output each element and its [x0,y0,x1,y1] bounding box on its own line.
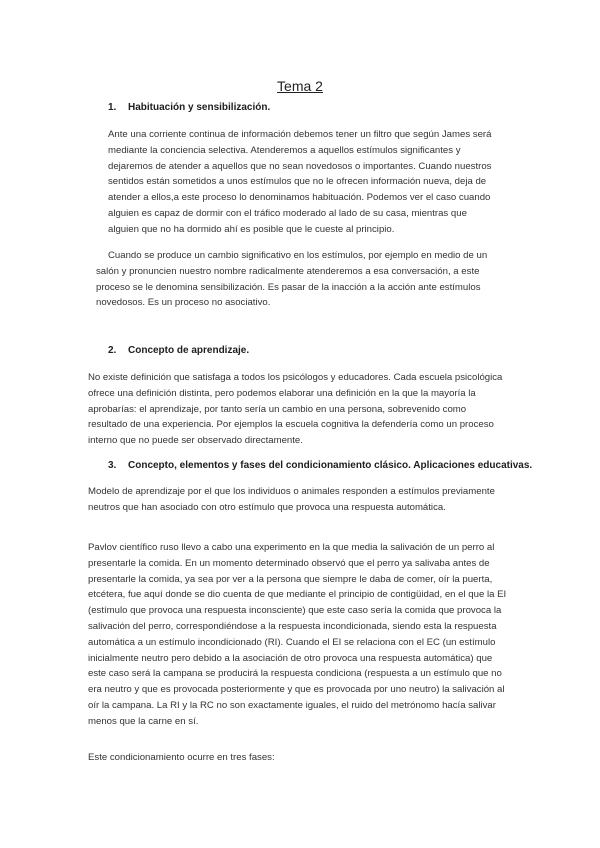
section-1-paragraph-1: Ante una corriente continua de información debemos tener un filtro que según James será mediante la conciencia selectiva. Atenderemos a aquellos estímulos significantes y dejaremos de atender a aquellos que no sean novedosos o importantes. Cuando nuestros sentidos están sometidos a unos estímulos que no le ofrecen información nueva, deja de atender a ellos,a este proceso lo denominamos habituación. Podemos ver el caso cuando alguien es capaz de dormir con el tráfico moderado al lado de su casa, mientras que alguien que no ha dormido ahí es posible que le cueste al principio. [108,129,492,235]
section-3-paragraph-2: Pavlov científico ruso llevo a cabo una experimento en la que media la salivación de un perro al presentarle la comida. En un momento determinado observó que el perro ya salivaba antes de presentarle la comida, ya sea por ver a la persona que siempre le daba de comer, oír la puerta, etcétera, fue aquí donde se dio cuenta de que mediante el principio de contigüidad, en el que la EI (estímulo que provoca una respuesta inconsciente) que este caso sería la comida que provoca la salivación del perro, correspondiéndose a la respuesta incondicionada, siendo esta la respuesta automática a un estímulo incondicionado (RI). Cuando el EI se relaciona con el EC (un estímulo inicialmente neutro pero debido a la asociación de otro provoca una respuesta automática) que este caso será la campana se producirá la respuesta condiciona (respuesta a un estímulo que no era neutro y que es provocada posteriormente y que es provocada por uno neutro) la salivación al oír la campana. La RI y la RC no son exactamente iguales, el ruido del metrónomo hacía salivar menos que la carne en sí. [88,542,507,727]
section-2-number: 2. [108,345,117,356]
section-2-paragraph-1: No existe definición que satisfaga a todos los psicólogos y educadores. Cada escuela psicológica ofrece una definición distinta, pero podemos elaborar una definición en la que la mayoría la aprobarías: el aprendizaje, por tanto sería un cambio en una persona, sobrevenido como resultado de una experiencia. Por ejemplos la escuela cognitiva la defendería como un proceso interno que no puede ser observado directamente. [88,372,503,447]
section-1-number: 1. [108,102,117,113]
section-3-paragraph-1: Modelo de aprendizaje por el que los individuos o animales responden a estímulos previamente neutros que han asociado con otro estímulo que provoca una respuesta automática. [88,486,495,513]
page-title-text: Tema 2 [277,78,323,94]
section-2-title: Concepto de aprendizaje. [128,345,250,356]
page-title [0,78,600,94]
section-3-heading [108,460,532,471]
section-1-title: Habituación y sensibilización. [128,102,271,113]
section-2-heading [108,345,249,356]
section-3-number: 3. [108,460,117,471]
section-1-heading [108,102,270,113]
section-1-paragraph-2: Cuando se produce un cambio significativo en los estímulos, por ejemplo en medio de un salón y pronuncien nuestro nombre radicalmente atenderemos a esa conversación, a este proceso se le denomina sensibilización. Es pasar de la inacción a la acción ante estímulos novedosos. Es un proceso no asociativo. [96,250,488,309]
section-3-paragraph-3: Este condicionamiento ocurre en tres fases: [88,752,275,763]
section-3-title: Concepto, elementos y fases del condicionamiento clásico. Aplicaciones educativas. [128,460,533,471]
